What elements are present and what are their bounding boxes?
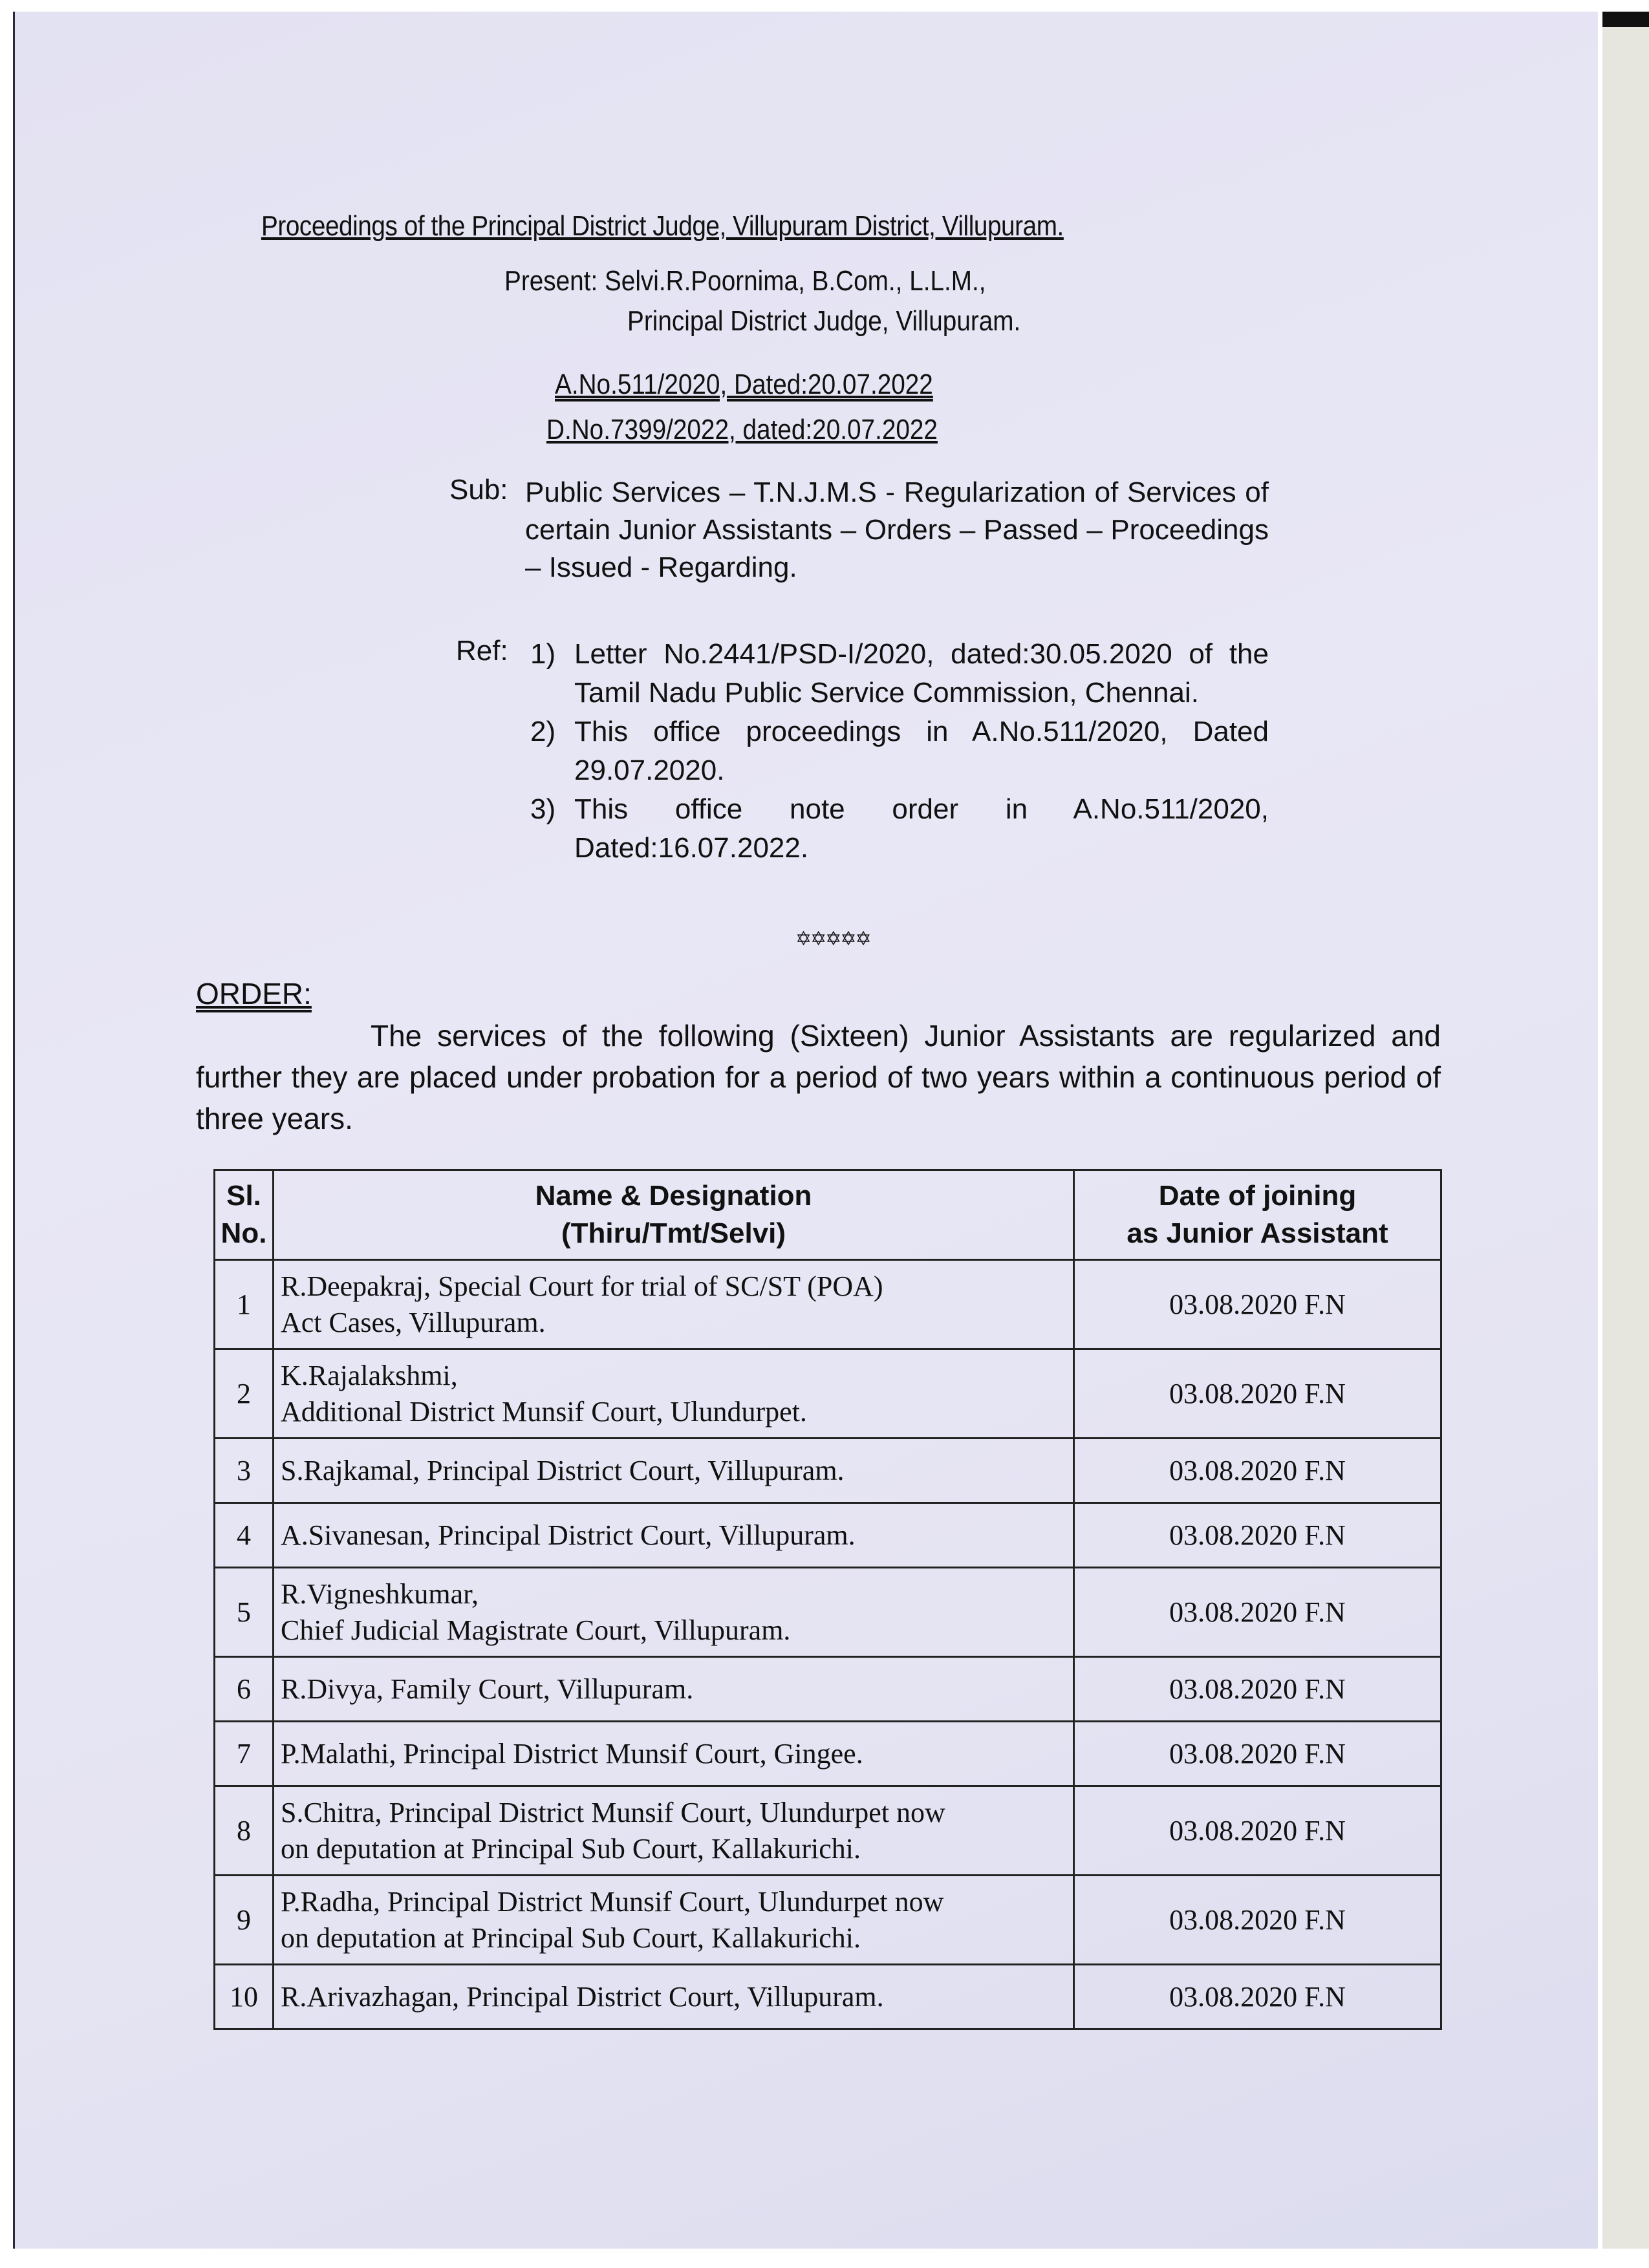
table-row bbox=[215, 1876, 1441, 1965]
table-row bbox=[215, 1965, 1441, 2029]
cell-sl-no: 9 bbox=[215, 1876, 274, 1965]
header-date-line2: as Junior Assistant bbox=[1126, 1217, 1388, 1249]
subject-label: Sub: bbox=[449, 474, 508, 506]
cell-line2: Chief Judicial Magistrate Court, Villupuram. bbox=[281, 1614, 791, 1646]
table-row bbox=[215, 1568, 1441, 1657]
table-row bbox=[215, 1722, 1441, 1786]
header-name-line1: Name & Designation bbox=[535, 1180, 812, 1212]
table-row bbox=[215, 1503, 1441, 1568]
table-row bbox=[215, 1786, 1441, 1876]
cell-sl-no: 10 bbox=[215, 1965, 274, 2029]
table-row bbox=[215, 1260, 1441, 1349]
header-date-line1: Date of joining bbox=[1158, 1180, 1357, 1212]
cell-date: 03.08.2020 F.N bbox=[1074, 1439, 1441, 1503]
reference-number: 3) bbox=[530, 793, 556, 825]
reference-item bbox=[530, 790, 1269, 868]
cell-name-designation bbox=[274, 1876, 1074, 1965]
document-title: Proceedings of the Principal District Judge, Villupuram District, Villupuram. bbox=[261, 210, 1064, 242]
header-name-line2: (Thiru/Tmt/Selvi) bbox=[561, 1217, 786, 1249]
cell-date: 03.08.2020 F.N bbox=[1074, 1965, 1441, 2029]
cell-line2: on deputation at Principal Sub Court, Kallakurichi. bbox=[281, 1921, 861, 1954]
reference-text: Letter No.2441/PSD-I/2020, dated:30.05.2020 of the Tamil Nadu Public Service Commission, Chennai. bbox=[574, 638, 1269, 709]
reference-item bbox=[530, 712, 1269, 790]
a-number: A.No.511/2020, Dated:20.07.2022 bbox=[555, 369, 933, 400]
cell-date: 03.08.2020 F.N bbox=[1074, 1657, 1441, 1722]
d-number: D.No.7399/2022, dated:20.07.2022 bbox=[546, 414, 938, 445]
cell-name-designation bbox=[274, 1786, 1074, 1876]
scanner-margin bbox=[1602, 12, 1649, 2249]
cell-date: 03.08.2020 F.N bbox=[1074, 1260, 1441, 1349]
cell-line2: Additional District Munsif Court, Ulundurpet. bbox=[281, 1395, 807, 1428]
table-row bbox=[215, 1349, 1441, 1439]
header-date-joining bbox=[1074, 1170, 1441, 1260]
reference-number: 2) bbox=[530, 716, 556, 747]
cell-sl-no: 3 bbox=[215, 1439, 274, 1503]
cell-name-designation: S.Rajkamal, Principal District Court, Villupuram. bbox=[274, 1439, 1074, 1503]
cell-name-designation: A.Sivanesan, Principal District Court, Villupuram. bbox=[274, 1503, 1074, 1568]
header-name-designation bbox=[274, 1170, 1074, 1260]
cell-sl-no: 1 bbox=[215, 1260, 274, 1349]
cell-sl-no: 6 bbox=[215, 1657, 274, 1722]
cell-sl-no: 4 bbox=[215, 1503, 274, 1568]
cell-date: 03.08.2020 F.N bbox=[1074, 1722, 1441, 1786]
order-heading: ORDER: bbox=[196, 977, 312, 1011]
cell-name-designation bbox=[274, 1260, 1074, 1349]
junior-assistants-table bbox=[213, 1169, 1442, 2030]
reference-label: Ref: bbox=[456, 635, 508, 667]
section-separator-stars: ✡✡✡✡✡ bbox=[795, 928, 870, 950]
cell-date: 03.08.2020 F.N bbox=[1074, 1349, 1441, 1439]
cell-sl-no: 8 bbox=[215, 1786, 274, 1876]
reference-list bbox=[530, 635, 1269, 868]
cell-sl-no: 5 bbox=[215, 1568, 274, 1657]
cell-line1: R.Deepakraj, Special Court for trial of SC/ST (POA) bbox=[281, 1270, 883, 1302]
present-designation: Principal District Judge, Villupuram. bbox=[627, 305, 1021, 337]
cell-sl-no: 2 bbox=[215, 1349, 274, 1439]
reference-number: 1) bbox=[530, 638, 556, 670]
cell-line1: S.Chitra, Principal District Munsif Court, Ulundurpet now bbox=[281, 1796, 945, 1828]
reference-item bbox=[530, 635, 1269, 712]
cell-date: 03.08.2020 F.N bbox=[1074, 1876, 1441, 1965]
cell-line2: on deputation at Principal Sub Court, Kallakurichi. bbox=[281, 1832, 861, 1865]
reference-text: This office proceedings in A.No.511/2020, Dated 29.07.2020. bbox=[574, 716, 1269, 786]
header-sl-no: Sl. No. bbox=[215, 1170, 274, 1260]
cell-name-designation: R.Divya, Family Court, Villupuram. bbox=[274, 1657, 1074, 1722]
scanner-edge-mark bbox=[1602, 12, 1649, 27]
cell-name-designation bbox=[274, 1349, 1074, 1439]
cell-line2: Act Cases, Villupuram. bbox=[281, 1306, 546, 1338]
order-paragraph: The services of the following (Sixteen) Junior Assistants are regularized and further they are placed under probation for a period of two years within a continuous period of three years. bbox=[196, 1019, 1441, 1135]
cell-name-designation: P.Malathi, Principal District Munsif Court, Gingee. bbox=[274, 1722, 1074, 1786]
cell-date: 03.08.2020 F.N bbox=[1074, 1786, 1441, 1876]
subject-text: Public Services – T.N.J.M.S - Regularization of Services of certain Junior Assistants – Orders – Passed – Proceedings – Issued - Regarding. bbox=[525, 476, 1269, 583]
cell-line1: P.Radha, Principal District Munsif Court, Ulundurpet now bbox=[281, 1885, 944, 1918]
cell-name-designation: R.Arivazhagan, Principal District Court, Villupuram. bbox=[274, 1965, 1074, 2029]
cell-name-designation bbox=[274, 1568, 1074, 1657]
table-row bbox=[215, 1439, 1441, 1503]
reference-text: This office note order in A.No.511/2020, Dated:16.07.2022. bbox=[574, 793, 1269, 864]
cell-line1: K.Rajalakshmi, bbox=[281, 1359, 458, 1391]
cell-sl-no: 7 bbox=[215, 1722, 274, 1786]
table-row bbox=[215, 1657, 1441, 1722]
present-line: Present: Selvi.R.Poornima, B.Com., L.L.M., bbox=[504, 265, 986, 297]
cell-date: 03.08.2020 F.N bbox=[1074, 1568, 1441, 1657]
table-header-row bbox=[215, 1170, 1441, 1260]
cell-line1: R.Vigneshkumar, bbox=[281, 1578, 479, 1610]
cell-date: 03.08.2020 F.N bbox=[1074, 1503, 1441, 1568]
